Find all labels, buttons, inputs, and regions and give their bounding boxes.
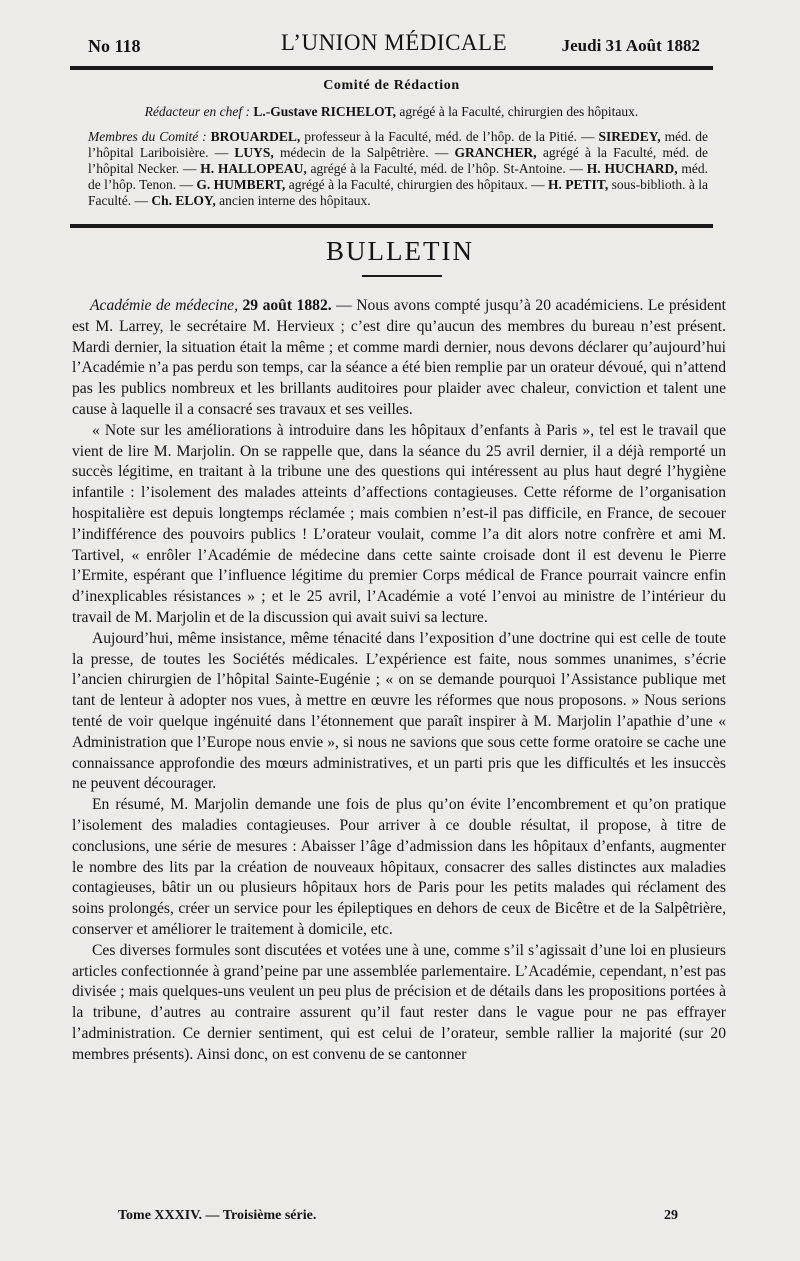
article-paragraph: Académie de médecine, 29 août 1882. — Nous avons compté jusqu’à 20 académiciens. Le président est M. Larrey, le secrétaire M. Hervieux ; c’est dire qu’aucun des membres du bureau n’est présent. Mardi dernier, la situation était la même ; et comme mardi dernier, nous devons déclarer qu’aujourd’hui l’Académie n’a pas perdu son temps, car la séance a été bien remplie par un orateur dévoué, qui n’attend pas les publics nombreux et les brillants auditoires pour plaider avec chaleur, conviction et talent une cause à laquelle il a consacré ses travaux et ses veilles. bbox=[72, 297, 726, 418]
member-role: médecin de la Salpêtrière. — bbox=[273, 145, 455, 160]
article-paragraph: En résumé, M. Marjolin demande une fois de plus qu’on évite l’encombrement et qu’on pratique l’isolement des maladies contagieuses. Pour arriver à ce double résultat, il propose, à titre de conclusions, une série de mesures : Abaisser l’âge d’admission dans les hôpitaux d’enfants, augmenter le nombre des lits par la création de nouveaux hôpitaux, consacrer des salles distinctes aux maladies contagieuses, bâtir un ou plusieurs hôpitaux hors de Paris pour les petits malades qui réclament des soins prolongés, créer un service pour les épileptiques en dehors de ceux de Bicêtre et de la Salpêtrière, conserver et améliorer le traitement à domicile, etc. bbox=[72, 796, 726, 938]
member-entry bbox=[200, 161, 587, 176]
article-paragraph: Ces diverses formules sont discutées et votées une à une, comme s’il s’agissait d’une loi en plusieurs articles confectionnée à grand’peine par une assemblée parlementaire. L’Académie, cependant, n’est pas divisée ; mais quelques-uns veulent un peu plus de précision et de détails dans les propositions portées à la tribune, d’autres au contraire assurent qu’il faut rester dans le vague pour ne pas effrayer l’administration. Ce dernier sentiment, qui est celui de l’orateur, semble rallier la majorité (sur 20 membres présents). Ainsi donc, on est convenu de se cantonner bbox=[72, 941, 726, 1063]
member-name: H. PETIT, bbox=[548, 177, 609, 192]
issue-date: Jeudi 31 Août 1882 bbox=[561, 36, 700, 55]
article-body bbox=[72, 296, 726, 1065]
journal-title: L’UNION MÉDICALE bbox=[280, 30, 508, 55]
committee-title: Comité de Rédaction bbox=[323, 78, 460, 93]
committee-members bbox=[88, 129, 708, 209]
member-name: H. HALLOPEAU, bbox=[200, 161, 307, 176]
member-entry bbox=[151, 193, 370, 208]
chief-name: L.-Gustave RICHELOT, bbox=[253, 104, 397, 119]
article-paragraph: « Note sur les améliorations à introduire dans les hôpitaux d’enfants à Paris », tel est le travail que vient de lire M. Marjolin. On se rappelle que, dans la séance du 25 avril dernier, il a déjà remporté un succès légitime, en traitant à la tribune une des questions qui intéressent au plus haut degré l’hygiène infantile : l’isolement des malades atteints d’affections contagieuses. Cette réforme de l’organisation hospitalière est depuis longtemps réclamée ; mais combien n’est-il pas difficile, en France, de secouer l’indifférence des pouvoirs publics ! L’orateur voulait, comme l’a dit alors notre confrère et ami M. Tartivel, « enrôler l’Académie de médecine dans cette sainte croisade dont il est devenu le Pierre l’Ermite, espérant que l’influence légitime du premier Corps médical de France pourrait vaincre enfin d’inexplicables résistances » ; et le 25 avril, l’Académie a voté l’envoi au ministre de l’intérieur du travail de M. Marjolin et de la discussion qui avait suivi sa lecture. bbox=[72, 421, 726, 626]
section-title: BULLETIN bbox=[326, 236, 474, 266]
member-name: GRANCHER, bbox=[454, 145, 537, 160]
page-header bbox=[88, 30, 700, 60]
page-footer bbox=[118, 1208, 678, 1228]
member-role: ancien interne des hôpitaux. bbox=[215, 193, 371, 208]
page-number: 29 bbox=[664, 1208, 678, 1223]
member-role: professeur à la Faculté, méd. de l’hôp. de la Pitié. — bbox=[300, 129, 599, 144]
committee-rule bbox=[70, 224, 713, 228]
member-role: méd. de l’hôp. Tenon. — bbox=[88, 161, 708, 192]
article-date: 29 août 1882. bbox=[237, 297, 332, 314]
article-paragraph: Aujourd’hui, même insistance, même ténacité dans l’exposition d’une doctrine qui est celle de toute la presse, de toutes les Sociétés médicales. L’expérience est faite, nous sommes unanimes, s’écrie l’ancien chirurgien de l’hôpital Sainte-Eugénie ; « on se demande pourquoi l’Assistance publique met tant de lenteur à adopter nos vues, à mettre en œuvre les réformes que nous proposons. » Nous serions tenté de voir quelque ingénuité dans l’étonnement que paraît inspirer à M. Marjolin l’apathie d’une « Administration que l’Europe nous envie », si nous ne savions que sous cette forme oratoire se cache une connaissance approfondie des mœurs administratives, et un parti pris que les difficultés et les insuccès ne peuvent décourager. bbox=[72, 629, 726, 793]
member-role: sous-biblioth. à la Faculté. — bbox=[88, 177, 709, 208]
member-name: Ch. ELOY, bbox=[151, 193, 216, 208]
header-rule bbox=[70, 66, 713, 70]
member-role: agrégé à la Faculté, méd. de l’hôpital Necker. — bbox=[88, 145, 708, 176]
members-label: Membres du Comité : bbox=[88, 129, 207, 144]
issue-number: No 118 bbox=[88, 36, 141, 56]
title-underline bbox=[362, 275, 442, 277]
chief-label: Rédacteur en chef : bbox=[144, 104, 250, 119]
member-name: LUYS, bbox=[234, 145, 274, 160]
volume-info: Tome XXXIV. — Troisième série. bbox=[118, 1208, 317, 1223]
member-entry bbox=[196, 177, 548, 192]
member-name: SIREDEY, bbox=[598, 129, 661, 144]
member-entry bbox=[211, 129, 599, 144]
member-name: H. HUCHARD, bbox=[586, 161, 678, 176]
member-role: agrégé à la Faculté, méd. de l’hôp. St-Antoine. — bbox=[306, 161, 587, 176]
chief-role: agrégé à la Faculté, chirurgien des hôpitaux. bbox=[396, 104, 639, 119]
member-role: méd. de l’hôpital Lariboisière. — bbox=[88, 129, 708, 160]
member-entry bbox=[234, 145, 454, 160]
member-name: BROUARDEL, bbox=[210, 129, 301, 144]
chief-editor-line bbox=[70, 104, 713, 120]
article-lead: Académie de médecine, bbox=[90, 297, 238, 314]
member-role: agrégé à la Faculté, chirurgien des hôpitaux. — bbox=[285, 177, 549, 192]
member-name: G. HUMBERT, bbox=[196, 177, 286, 192]
